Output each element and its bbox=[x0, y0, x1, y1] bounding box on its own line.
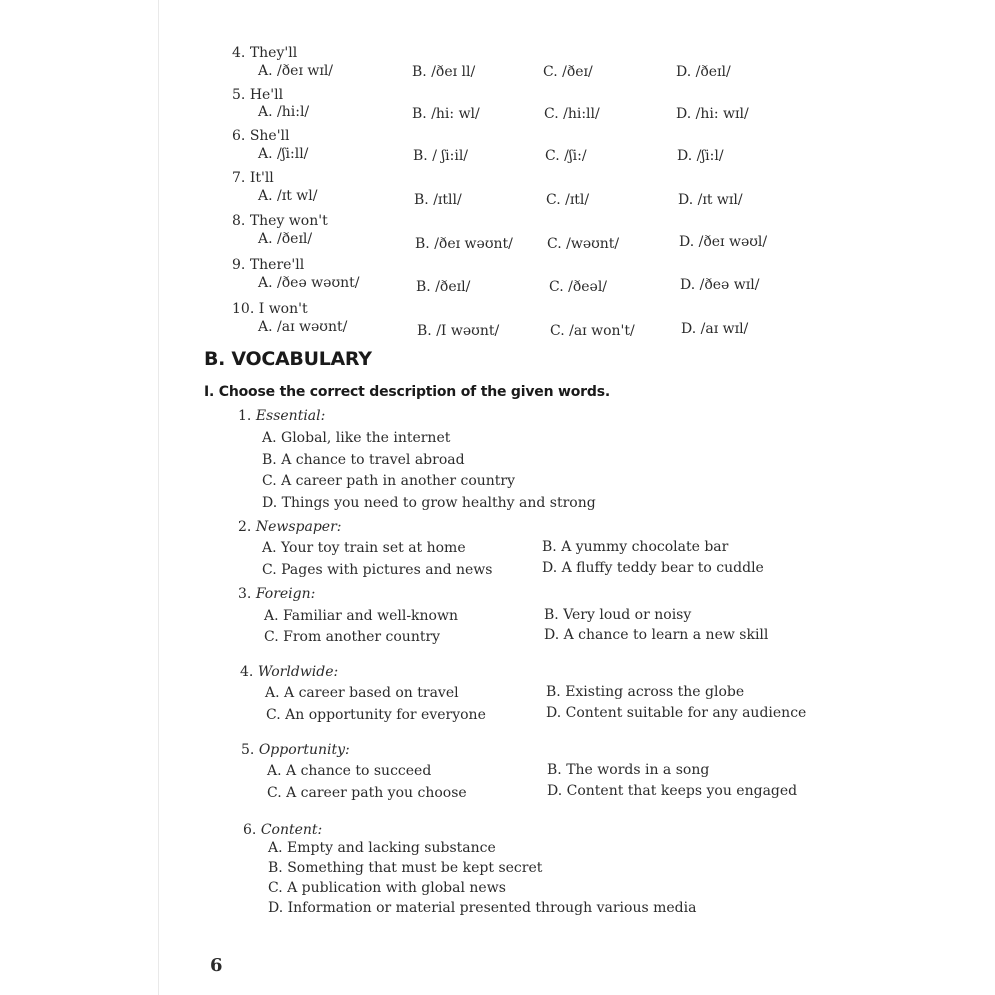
pron-10-option-c: C. /aɪ won't/ bbox=[550, 323, 635, 339]
vocab-3-word: 3. Foreign: bbox=[238, 586, 316, 602]
pron-6-option-a: A. /ʃi:ll/ bbox=[258, 146, 309, 162]
vocab-2-option-b: B. A yummy chocolate bar bbox=[542, 539, 729, 555]
pron-10-option-d: D. /aɪ wɪl/ bbox=[681, 321, 749, 337]
vocab-3-option-d: D. A chance to learn a new skill bbox=[544, 627, 769, 643]
vocab-3-option-b: B. Very loud or noisy bbox=[544, 607, 692, 623]
pron-4-option-c: C. /ðeɪ/ bbox=[543, 64, 593, 80]
pron-6-option-d: D. /ʃi:l/ bbox=[677, 148, 724, 164]
pron-5-word: 5. He'll bbox=[232, 87, 284, 103]
vocab-1-option-b: B. A chance to travel abroad bbox=[262, 452, 465, 468]
vocab-5-option-a: A. A chance to succeed bbox=[267, 763, 432, 779]
vocab-6-option-d: D. Information or material presented through various media bbox=[268, 900, 697, 916]
pron-6-option-c: C. /ʃi:/ bbox=[545, 148, 587, 164]
pron-9-option-b: B. /ðeɪl/ bbox=[416, 279, 471, 295]
pron-9-option-d: D. /ðeə wɪl/ bbox=[680, 277, 760, 293]
vocab-4-option-d: D. Content suitable for any audience bbox=[546, 705, 807, 721]
vocab-4-word: 4. Worldwide: bbox=[240, 664, 339, 680]
vocab-5-word: 5. Opportunity: bbox=[241, 742, 350, 758]
vocab-6-option-a: A. Empty and lacking substance bbox=[268, 840, 496, 856]
vocab-2-option-c: C. Pages with pictures and news bbox=[262, 562, 493, 578]
section-title: B. VOCABULARY bbox=[204, 348, 372, 370]
vocab-2-option-d: D. A fluffy teddy bear to cuddle bbox=[542, 560, 764, 576]
pron-5-option-c: C. /hi:ll/ bbox=[544, 106, 600, 122]
vocab-5-option-d: D. Content that keeps you engaged bbox=[547, 783, 798, 799]
vocab-4-option-a: A. A career based on travel bbox=[265, 685, 459, 701]
pron-4-option-d: D. /ðeɪl/ bbox=[676, 64, 731, 80]
vocab-6-word: 6. Content: bbox=[243, 822, 323, 838]
pron-4-option-b: B. /ðeɪ ll/ bbox=[412, 64, 476, 80]
pron-5-option-d: D. /hi: wɪl/ bbox=[676, 106, 749, 122]
pron-4-word: 4. They'll bbox=[232, 45, 298, 61]
pron-6-word: 6. She'll bbox=[232, 128, 290, 144]
vocab-5-option-c: C. A career path you choose bbox=[267, 785, 467, 801]
pron-7-word: 7. It'll bbox=[232, 170, 274, 186]
instruction: I. Choose the correct description of the given words. bbox=[204, 384, 610, 400]
pron-8-word: 8. They won't bbox=[232, 213, 328, 229]
pron-9-word: 9. There'll bbox=[232, 257, 305, 273]
pron-7-option-c: C. /ɪtl/ bbox=[546, 192, 590, 208]
page-edge-shadow bbox=[158, 0, 159, 995]
vocab-2-word: 2. Newspaper: bbox=[238, 519, 342, 535]
vocab-6-option-b: B. Something that must be kept secret bbox=[268, 860, 543, 876]
pron-7-option-b: B. /ɪtll/ bbox=[414, 192, 462, 208]
vocab-4-option-b: B. Existing across the globe bbox=[546, 684, 745, 700]
pron-5-option-a: A. /hi:l/ bbox=[258, 104, 310, 120]
pron-8-option-b: B. /ðeɪ wəʊnt/ bbox=[415, 236, 513, 252]
pron-7-option-a: A. /ɪt wl/ bbox=[258, 188, 318, 204]
vocab-2-option-a: A. Your toy train set at home bbox=[262, 540, 466, 556]
vocab-4-option-c: C. An opportunity for everyone bbox=[266, 707, 486, 723]
pron-10-option-a: A. /aɪ wəʊnt/ bbox=[258, 319, 348, 335]
vocab-1-word: 1. Essential: bbox=[238, 408, 326, 424]
vocab-3-option-c: C. From another country bbox=[264, 629, 441, 645]
pron-6-option-b: B. / ʃi:il/ bbox=[413, 148, 469, 164]
pron-7-option-d: D. /ɪt wɪl/ bbox=[678, 192, 743, 208]
pron-8-option-c: C. /wəʊnt/ bbox=[547, 236, 620, 252]
vocab-6-option-c: C. A publication with global news bbox=[268, 880, 506, 896]
pron-10-option-b: B. /I wəʊnt/ bbox=[417, 323, 500, 339]
vocab-5-option-b: B. The words in a song bbox=[547, 762, 710, 778]
vocab-1-option-a: A. Global, like the internet bbox=[262, 430, 451, 446]
page-number: 6 bbox=[210, 955, 223, 976]
vocab-1-option-c: C. A career path in another country bbox=[262, 473, 516, 489]
pron-5-option-b: B. /hi: wl/ bbox=[412, 106, 480, 122]
vocab-1-option-d: D. Things you need to grow healthy and strong bbox=[262, 495, 596, 511]
pron-8-option-d: D. /ðeɪ wəʊl/ bbox=[679, 234, 768, 250]
vocab-3-option-a: A. Familiar and well-known bbox=[264, 608, 458, 624]
pron-10-word: 10. I won't bbox=[232, 301, 308, 317]
pron-4-option-a: A. /ðeɪ wɪl/ bbox=[258, 63, 334, 79]
pron-8-option-a: A. /ðeɪl/ bbox=[258, 231, 313, 247]
pron-9-option-a: A. /ðeə wəʊnt/ bbox=[258, 275, 360, 291]
pron-9-option-c: C. /ðeəl/ bbox=[549, 279, 608, 295]
